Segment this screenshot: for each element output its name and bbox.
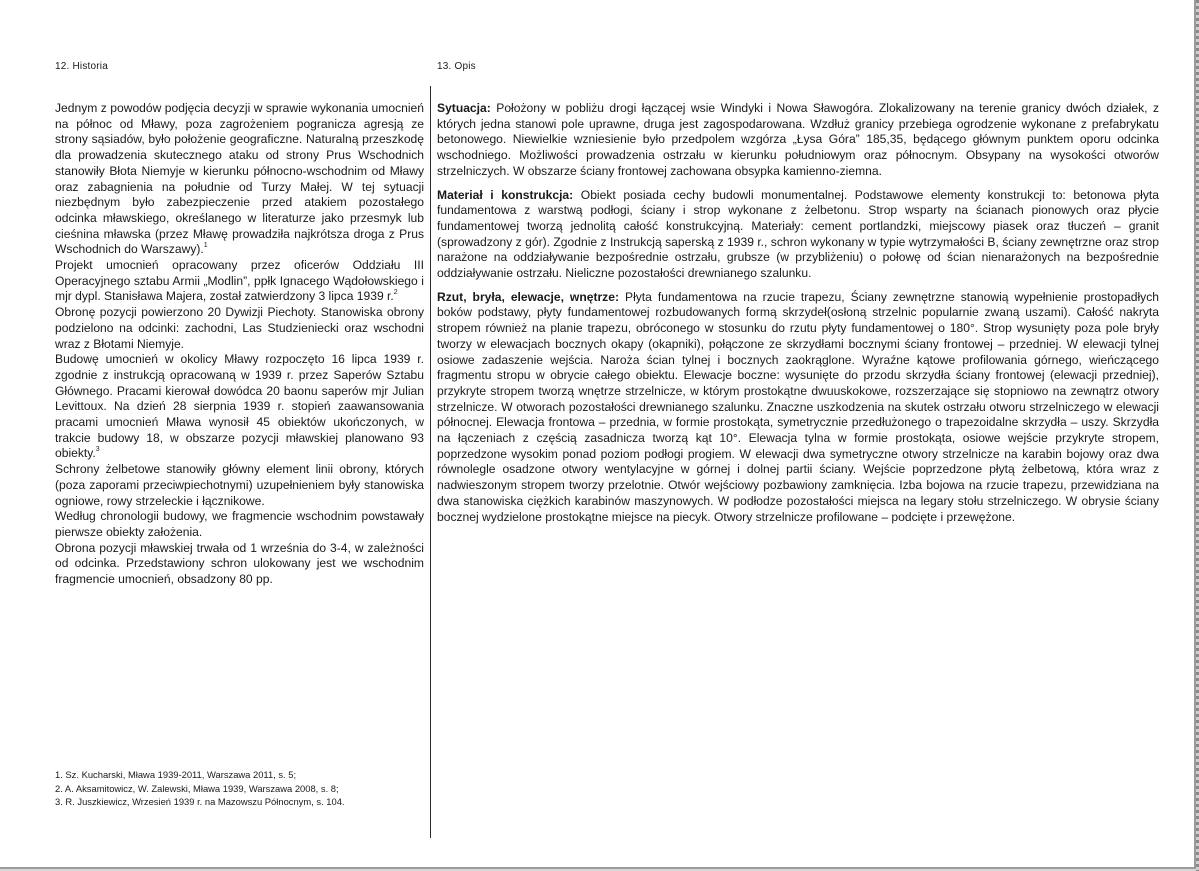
footnote-ref: 2 xyxy=(393,289,398,297)
paragraph-label: Rzut, bryła, elewacje, wnętrze: xyxy=(437,289,619,304)
history-section-header: 12. Historia xyxy=(55,61,108,72)
column-divider xyxy=(430,86,431,838)
description-paragraph-material: Materiał i konstrukcja: Obiekt posiada cechy budowli monumentalnej. Podstawowe elementy konstrukcji to: betonowa płyta fundamentowa z warstwą podłogi, ściany i strop wykonane z żelbetonu. Strop wsparty na ścianach pionowych oraz płycie fundamentowej tworzą jednolitą całość konstrukcyjną. Materiały: cement portlandzki, miejscowy piasek oraz tłuczeń – granit (sprowadzony z gór). Zgodnie z Instrukcją saperską z 1939 r., schron wykonany w typie wytrzymałości B, ściany zewnętrzne oraz strop narażone na oddziaływanie bezpośrednie ostrzału, grubsze (w przybliżeniu) o połowę od ścian nienarażonych na bezpośrednie oddziaływanie ostrzału. Nieliczne pozostałości drewnianego szalunku. xyxy=(437,187,1159,281)
paragraph-label: Materiał i konstrukcja: xyxy=(437,187,574,202)
footnote-ref: 1 xyxy=(203,242,208,250)
footnote-ref: 3 xyxy=(95,446,100,454)
history-paragraph: Według chronologii budowy, we fragmencie wschodnim powstawały pierwsze obiekty założenia. xyxy=(55,509,424,539)
history-paragraph: Obronę pozycji powierzono 20 Dywizji Piechoty. Stanowiska obrony podzielono na odcinki: zachodni, Las Studzieniecki oraz wschodni wraz z Błotami Niemyje. xyxy=(55,305,424,351)
footnotes xyxy=(55,768,425,809)
footnote: 3. R. Juszkiewicz, Wrzesień 1939 r. na Mazowszu Północnym, s. 104. xyxy=(55,796,345,807)
description-column xyxy=(437,101,1159,533)
description-paragraph-plan: Rzut, bryła, elewacje, wnętrze: Płyta fundamentowa na rzucie trapezu, Ściany zewnętrzne stanowią wypełnienie prostopadłych boków podstawy, płyty fundamentowej rozbudowanych formą skrzydeł(osłoną strzelnic popularnie zwaną uszami). Całość nakryta stropem również na planie trapezu, obróconego w stosunku do rzutu płyty fundamentowej o 180°. Strop wysunięty poza pole bryły tworzy w elewacjach bocznych okapy (okapniki), połączone ze skrzydłami bocznymi ściany frontowej – przedniej. W elewacji tylnej osiowe zadaszenie wejścia. Naroża ścian tylnej i bocznych zaokrąglone. Wyraźne kątowe profilowania górnego, wieńczącego fragmentu stropu w obrycie całego obiektu. Elewacje boczne: wysunięte do przodu skrzydła ściany frontowej (elewacji przedniej), przykryte stropem tworzą wnętrze strzelnicze, w którym prostokątne dwuuskokowe, rozszerzające się stopniowo na zewnątrz otwory strzelnicze. W otworach pozostałości drewnianego szalunku. Znaczne uszkodzenia na skutek ostrzału otworu strzelniczego w elewacji północnej. Elewacja frontowa – przednia, w formie prostokąta, symetrycznie przedłużonego o trapezoidalne skrzydła – uszy. Skrzydła na łączeniach z częścią zasadnicza tworzą kąt 10°. Elewacja tylna w formie prostokąta, osiowe wejście przykryte stropem, poprzedzone wysokim ponad poziom podłogi progiem. W elewacji dwa symetryczne otwory strzelnicze na karabin bojowy oraz dwa równolegle osadzone otwory wentylacyjne w górnej i dolnej partii ściany. Wejście poprzedzone płytą żelbetową, która wraz z nadwieszonym stropem tworzy przelotnie. Otwór wejściowy pozbawiony zamknięcia. Izba bojowa na rzucie trapezu, przewidziana na dwa stanowiska ciężkich karabinów maszynowych. W podłodze pozostałości miejsca na legary stołu strzelniczego. W obrysie ściany bocznej wydzielone prostokątne miejsce na piecyk. Otwory strzelnicze profilowane – podcięte i przewężone. xyxy=(437,289,1159,524)
paragraph-label: Sytuacja: xyxy=(437,101,491,115)
history-paragraph: Obrona pozycji mławskiej trwała od 1 września do 3-4, w zależności od odcinka. Przedstawiony schron ulokowany jest we wschodnim fragmencie umocnień, obsadzony 80 pp. xyxy=(55,540,424,587)
description-section-header: 13. Opis xyxy=(437,61,476,72)
history-column xyxy=(55,101,424,588)
history-paragraph: Budowę umocnień w okolicy Mławy rozpoczęto 16 lipca 1939 r. zgodnie z instrukcją opracowaną w 1939 r. przez Saperów Sztabu Głównego. Pracami kierował dowódca 20 baonu saperów mjr Julian Levittoux. Na dzień 28 sierpnia 1939 r. stopień zaawansowania pracami umocnień Mława wynosił 45 obiektów ukończonych, w trakcie budowy 18, w obszarze pozycji mławskiej planowano 93 obiekty.$^3$ xyxy=(55,352,424,461)
footnote: 2. A. Aksamitowicz, W. Zalewski, Mława 1939, Warszawa 2008, s. 8; xyxy=(55,782,339,794)
description-paragraph-situation: Sytuacja: Położony w pobliżu drogi łączącej wsie Windyki i Nowa Sławogóra. Zlokalizowany na terenie granicy dwóch działek, z których jedna stanowi pole uprawne, druga jest zagospodarowana. Wzdłuż granicy przebiega ogrodzenie wykonane z prefabrykatu betonowego. Niewielkie wzniesienie było przedpolem wzgórza „Łysa Góra” 185,35, będącego głównym punktem oporu odcinka wschodniego. Możliwości prowadzenia ostrzału w kierunku południowym oraz północnym. Obsypany na wysokości otworów strzelniczych. W obszarze ściany frontowej zachowana obsypka kamienno-ziemna. xyxy=(437,101,1159,178)
history-paragraph: Projekt umocnień opracowany przez oficerów Oddziału III Operacyjnego sztabu Armii „Modlin”, ppłk Ignacego Wądołowskiego i mjr dypl. Stanisława Majera, został zatwierdzony 3 lipca 1939 r.$^2$ xyxy=(55,258,424,304)
footnote: 1. Sz. Kucharski, Mława 1939-2011, Warszawa 2011, s. 5; xyxy=(55,769,297,780)
history-paragraph: Schrony żelbetowe stanowiły główny element linii obrony, których (poza zaporami przeciwpiechotnymi) uzupełnieniem były stanowiska ogniowe, rowy strzeleckie i łącznikowe. xyxy=(55,462,424,508)
history-paragraph: Jednym z powodów podjęcia decyzji w sprawie wykonania umocnień na północ od Mławy, poza zagrożeniem pogranicza agresją ze strony sąsiadów, było położenie geograficzne. Naturalną przeszkodę dla prowadzenia skutecznego ataku od strony Prus Wschodnich stanowiły Błota Niemyje w kierunku północno-wschodnim od Mławy oraz zabagnienia na południe od Turzy Małej. W tej sytuacji niezbędnym było zabezpieczenie przed atakiem pozostałego odcinka mławskiego, określanego w literaturze jako przesmyk lub cieśnina mławska (przez Mławę prowadziła najkrótsza droga z Prus Wschodnich do Warszawy).$^1$ xyxy=(55,101,424,257)
